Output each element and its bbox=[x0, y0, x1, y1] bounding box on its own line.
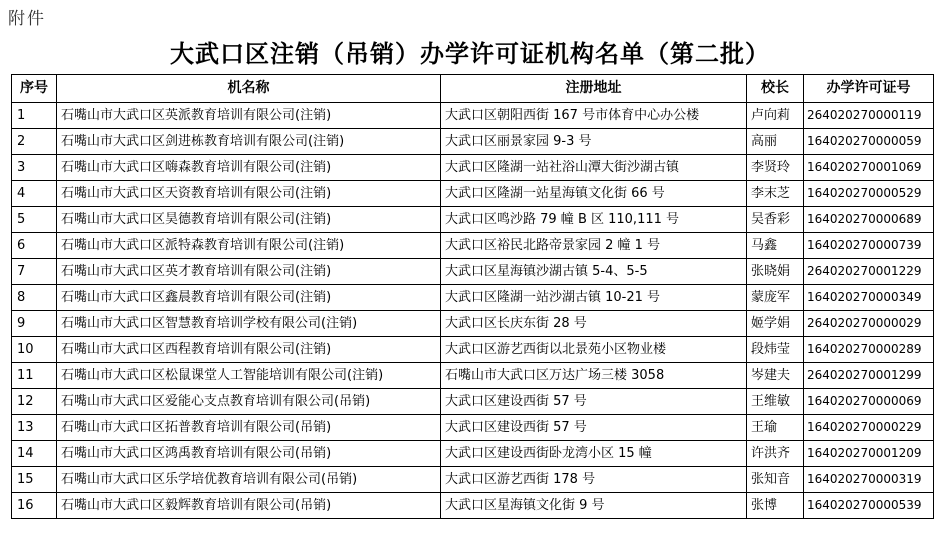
table-header-row bbox=[12, 75, 934, 103]
row-license: 164020270001209 bbox=[804, 441, 934, 467]
row-principal: 马鑫 bbox=[747, 233, 804, 259]
row-principal: 姬学娟 bbox=[747, 311, 804, 337]
row-address: 石嘴山市大武口区万达广场三楼 3058 bbox=[441, 363, 747, 389]
table-row bbox=[12, 415, 934, 441]
row-license: 264020270001299 bbox=[804, 363, 934, 389]
row-license: 264020270000119 bbox=[804, 103, 934, 129]
row-name: 石嘴山市大武口区鑫晨教育培训有限公司(注销) bbox=[57, 285, 441, 311]
row-seq: 6 bbox=[12, 233, 57, 259]
row-license: 164020270000069 bbox=[804, 389, 934, 415]
row-principal: 李末芝 bbox=[747, 181, 804, 207]
table-row bbox=[12, 363, 934, 389]
column-header-name: 机名称 bbox=[57, 75, 441, 103]
row-seq: 5 bbox=[12, 207, 57, 233]
row-principal: 岑建夫 bbox=[747, 363, 804, 389]
document-title: 大武口区注销（吊销）办学许可证机构名单（第二批） bbox=[170, 39, 770, 68]
row-seq: 3 bbox=[12, 155, 57, 181]
row-license: 264020270000029 bbox=[804, 311, 934, 337]
row-name: 石嘴山市大武口区智慧教育培训学校有限公司(注销) bbox=[57, 311, 441, 337]
table-row bbox=[12, 129, 934, 155]
row-seq: 7 bbox=[12, 259, 57, 285]
row-principal: 张博 bbox=[747, 493, 804, 519]
row-seq: 1 bbox=[12, 103, 57, 129]
row-name: 石嘴山市大武口区嗨森教育培训有限公司(注销) bbox=[57, 155, 441, 181]
row-principal: 李贤玲 bbox=[747, 155, 804, 181]
column-header-address: 注册地址 bbox=[441, 75, 747, 103]
row-address: 大武口区隆湖一站星海镇文化街 66 号 bbox=[441, 181, 747, 207]
table-row bbox=[12, 233, 934, 259]
row-license: 164020270000539 bbox=[804, 493, 934, 519]
table-row bbox=[12, 207, 934, 233]
table-row bbox=[12, 389, 934, 415]
row-name: 石嘴山市大武口区昊德教育培训有限公司(注销) bbox=[57, 207, 441, 233]
row-name: 石嘴山市大武口区鸿禹教育培训有限公司(吊销) bbox=[57, 441, 441, 467]
row-seq: 8 bbox=[12, 285, 57, 311]
row-license: 164020270000529 bbox=[804, 181, 934, 207]
table-row bbox=[12, 493, 934, 519]
row-license: 164020270000319 bbox=[804, 467, 934, 493]
row-name: 石嘴山市大武口区松鼠课堂人工智能培训有限公司(注销) bbox=[57, 363, 441, 389]
row-principal: 吴香彩 bbox=[747, 207, 804, 233]
row-license: 164020270000229 bbox=[804, 415, 934, 441]
row-principal: 许洪齐 bbox=[747, 441, 804, 467]
row-address: 大武口区游艺西街 178 号 bbox=[441, 467, 747, 493]
row-principal: 王瑜 bbox=[747, 415, 804, 441]
row-seq: 16 bbox=[12, 493, 57, 519]
row-address: 大武口区鸣沙路 79 幢 B 区 110,111 号 bbox=[441, 207, 747, 233]
row-name: 石嘴山市大武口区英派教育培训有限公司(注销) bbox=[57, 103, 441, 129]
table-row bbox=[12, 155, 934, 181]
row-address: 大武口区建设西街卧龙湾小区 15 幢 bbox=[441, 441, 747, 467]
row-name: 石嘴山市大武口区乐学培优教育培训有限公司(吊销) bbox=[57, 467, 441, 493]
row-address: 大武口区游艺西街以北景苑小区物业楼 bbox=[441, 337, 747, 363]
row-principal: 卢向莉 bbox=[747, 103, 804, 129]
row-address: 大武口区长庆东街 28 号 bbox=[441, 311, 747, 337]
row-name: 石嘴山市大武口区爱能心支点教育培训有限公司(吊销) bbox=[57, 389, 441, 415]
row-seq: 4 bbox=[12, 181, 57, 207]
row-license: 164020270001069 bbox=[804, 155, 934, 181]
row-license: 164020270000349 bbox=[804, 285, 934, 311]
row-license: 164020270000739 bbox=[804, 233, 934, 259]
row-principal: 高丽 bbox=[747, 129, 804, 155]
row-name: 石嘴山市大武口区天资教育培训有限公司(注销) bbox=[57, 181, 441, 207]
column-header-principal: 校长 bbox=[747, 75, 804, 103]
row-seq: 15 bbox=[12, 467, 57, 493]
column-header-license: 办学许可证号 bbox=[804, 75, 934, 103]
row-seq: 14 bbox=[12, 441, 57, 467]
row-address: 大武口区朝阳西街 167 号市体育中心办公楼 bbox=[441, 103, 747, 129]
row-address: 大武口区建设西街 57 号 bbox=[441, 389, 747, 415]
row-license: 264020270001229 bbox=[804, 259, 934, 285]
table-row bbox=[12, 467, 934, 493]
row-principal: 段炜莹 bbox=[747, 337, 804, 363]
row-name: 石嘴山市大武口区剑进栋教育培训有限公司(注销) bbox=[57, 129, 441, 155]
column-header-seq: 序号 bbox=[12, 75, 57, 103]
row-address: 大武口区星海镇文化街 9 号 bbox=[441, 493, 747, 519]
row-address: 大武口区星海镇沙湖古镇 5-4、5-5 bbox=[441, 259, 747, 285]
row-seq: 13 bbox=[12, 415, 57, 441]
row-seq: 12 bbox=[12, 389, 57, 415]
row-address: 大武口区丽景家园 9-3 号 bbox=[441, 129, 747, 155]
attachment-label: 附件 bbox=[8, 9, 46, 29]
row-name: 石嘴山市大武口区毅辉教育培训有限公司(吊销) bbox=[57, 493, 441, 519]
row-address: 大武口区建设西街 57 号 bbox=[441, 415, 747, 441]
table-row bbox=[12, 285, 934, 311]
table-row bbox=[12, 311, 934, 337]
row-license: 164020270000689 bbox=[804, 207, 934, 233]
row-name: 石嘴山市大武口区西程教育培训有限公司(注销) bbox=[57, 337, 441, 363]
row-license: 164020270000059 bbox=[804, 129, 934, 155]
row-seq: 2 bbox=[12, 129, 57, 155]
table-body bbox=[12, 103, 934, 519]
table-row bbox=[12, 181, 934, 207]
table-row bbox=[12, 259, 934, 285]
row-address: 大武口区隆湖一站沙湖古镇 10-21 号 bbox=[441, 285, 747, 311]
table-row bbox=[12, 337, 934, 363]
revoked-licenses-table bbox=[11, 74, 934, 519]
table-row bbox=[12, 103, 934, 129]
row-name: 石嘴山市大武口区英才教育培训有限公司(注销) bbox=[57, 259, 441, 285]
row-license: 164020270000289 bbox=[804, 337, 934, 363]
row-name: 石嘴山市大武口区拓普教育培训有限公司(吊销) bbox=[57, 415, 441, 441]
row-principal: 张知音 bbox=[747, 467, 804, 493]
table-row bbox=[12, 441, 934, 467]
row-address: 大武口区裕民北路帝景家园 2 幢 1 号 bbox=[441, 233, 747, 259]
row-seq: 9 bbox=[12, 311, 57, 337]
row-principal: 王维敏 bbox=[747, 389, 804, 415]
row-seq: 10 bbox=[12, 337, 57, 363]
row-seq: 11 bbox=[12, 363, 57, 389]
row-address: 大武口区隆湖一站社浴山潭大街沙湖古镇 bbox=[441, 155, 747, 181]
row-name: 石嘴山市大武口区派特森教育培训有限公司(注销) bbox=[57, 233, 441, 259]
row-principal: 蒙庞军 bbox=[747, 285, 804, 311]
row-principal: 张晓娟 bbox=[747, 259, 804, 285]
